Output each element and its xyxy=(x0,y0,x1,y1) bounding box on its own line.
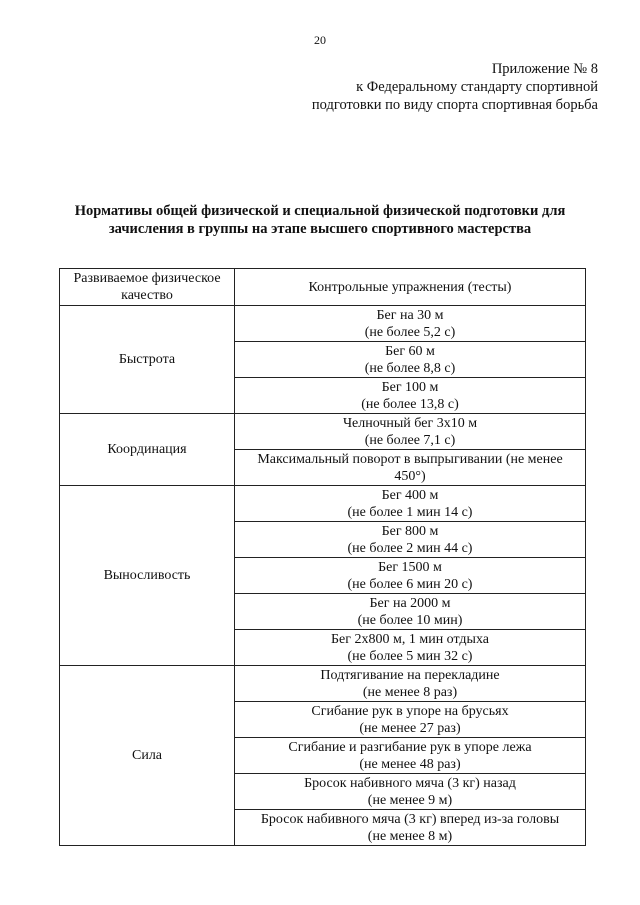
test-norm: (не более 7,1 с) xyxy=(364,432,456,448)
test-norm: (не менее 8 раз) xyxy=(362,684,458,700)
test-norm: (не менее 9 м) xyxy=(367,792,453,808)
test-name: Челночный бег 3х10 м xyxy=(342,415,478,431)
title-line: Нормативы общей физической и специальной физической подготовки для xyxy=(74,203,566,219)
test-cell xyxy=(235,594,586,630)
test-cell xyxy=(235,378,586,414)
test-norm: 450°) xyxy=(394,468,426,484)
test-cell xyxy=(235,666,586,702)
test-cell xyxy=(235,450,586,486)
test-norm: (не более 13,8 с) xyxy=(361,396,459,412)
test-name: Бег 100 м xyxy=(381,379,439,395)
test-name: Бег 400 м xyxy=(381,487,439,503)
test-name: Бег на 30 м xyxy=(376,307,444,323)
test-norm: (не более 8,8 с) xyxy=(364,360,456,376)
test-name: Подтягивание на перекладине xyxy=(320,667,500,683)
test-norm: (не более 1 мин 14 с) xyxy=(347,504,473,520)
document-title xyxy=(40,202,600,238)
test-cell xyxy=(235,558,586,594)
quality-cell: Координация xyxy=(60,414,235,486)
table-header-row xyxy=(60,269,586,306)
test-name: Максимальный поворот в выпрыгивании (не менее xyxy=(257,451,563,467)
test-cell xyxy=(235,486,586,522)
test-name: Бег 800 м xyxy=(381,523,439,539)
title-line: зачисления в группы на этапе высшего спортивного мастерства xyxy=(108,221,532,237)
test-cell xyxy=(235,306,586,342)
test-cell xyxy=(235,810,586,846)
test-norm: (не менее 8 м) xyxy=(367,828,453,844)
test-name: Сгибание и разгибание рук в упоре лежа xyxy=(288,739,532,755)
quality-cell: Быстрота xyxy=(60,306,235,414)
table-body xyxy=(60,306,586,846)
test-norm: (не более 6 мин 20 с) xyxy=(347,576,473,592)
test-name: Бросок набивного мяча (3 кг) вперед из-за головы xyxy=(260,811,560,827)
test-cell xyxy=(235,630,586,666)
header-tests: Контрольные упражнения (тесты) xyxy=(235,269,586,306)
standards-table xyxy=(59,268,586,846)
test-cell xyxy=(235,702,586,738)
test-cell xyxy=(235,774,586,810)
table-row xyxy=(60,414,586,450)
test-cell xyxy=(235,738,586,774)
test-name: Бег 60 м xyxy=(385,343,435,359)
appendix-line: Приложение № 8 xyxy=(491,61,598,77)
test-cell xyxy=(235,522,586,558)
test-norm: (не менее 27 раз) xyxy=(359,720,461,736)
test-norm: (не менее 48 раз) xyxy=(359,756,461,772)
page-number: 20 xyxy=(314,33,326,47)
test-name: Бросок набивного мяча (3 кг) назад xyxy=(304,775,516,791)
appendix-line: подготовки по виду спорта спортивная борьба xyxy=(311,97,598,113)
table-row xyxy=(60,666,586,702)
test-name: Сгибание рук в упоре на брусьях xyxy=(311,703,509,719)
test-norm: (не более 2 мин 44 с) xyxy=(347,540,473,556)
test-name: Бег 2х800 м, 1 мин отдыха xyxy=(330,631,489,647)
test-norm: (не более 5 мин 32 с) xyxy=(347,648,473,664)
quality-cell: Сила xyxy=(60,666,235,846)
test-cell xyxy=(235,342,586,378)
header-quality: Развиваемое физическое качество xyxy=(60,269,235,306)
test-name: Бег 1500 м xyxy=(378,559,442,575)
appendix-heading xyxy=(312,60,598,114)
table-row xyxy=(60,306,586,342)
test-norm: (не более 10 мин) xyxy=(357,612,463,628)
quality-cell: Выносливость xyxy=(60,486,235,666)
test-name: Бег на 2000 м xyxy=(369,595,451,611)
appendix-line: к Федеральному стандарту спортивной xyxy=(356,79,598,95)
test-norm: (не более 5,2 с) xyxy=(364,324,456,340)
table-row xyxy=(60,486,586,522)
test-cell xyxy=(235,414,586,450)
